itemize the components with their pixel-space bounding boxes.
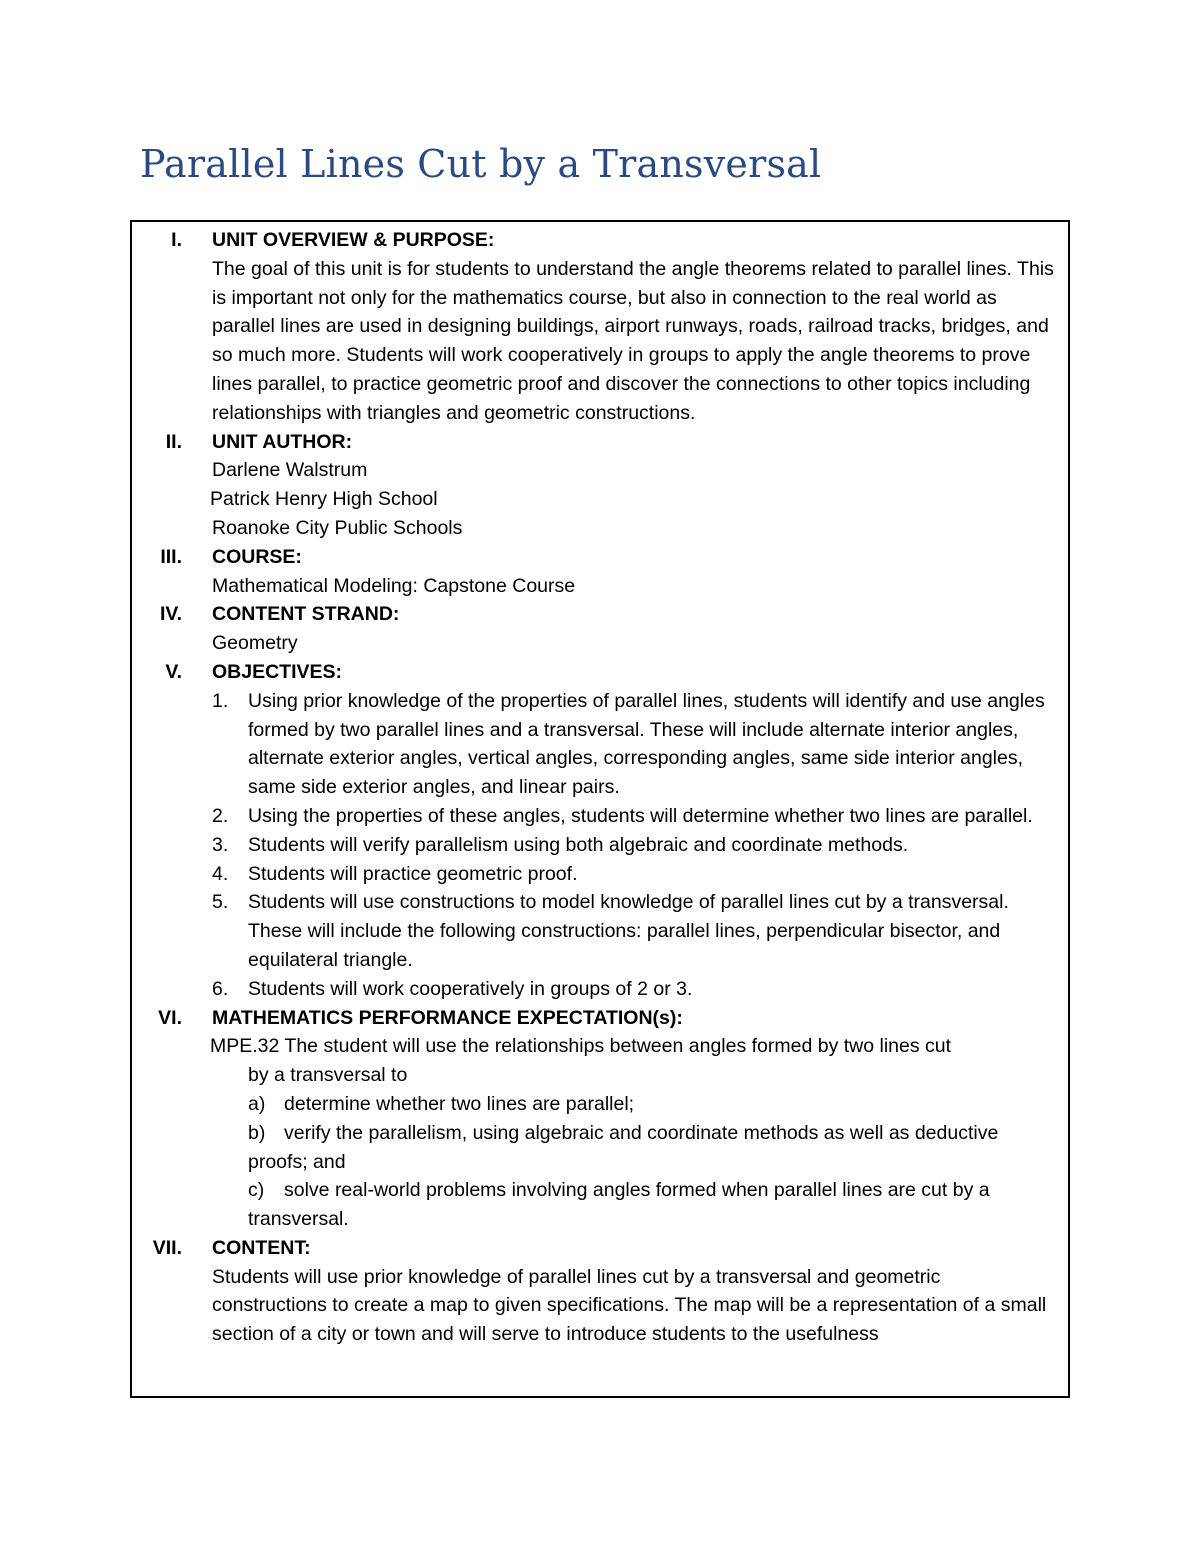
list-item <box>212 1119 1054 1177</box>
lesson-outline-box <box>130 220 1070 1398</box>
section-performance-expectations <box>132 1004 1068 1234</box>
list-item <box>212 687 1054 802</box>
section-body: The goal of this unit is for students to understand the angle theorems related to parallel lines. This is important not only for the mathematics course, but also in connection to the real world as parallel lines are used in designing buildings, airport runways, roads, railroad tracks, bridges, and so much more. Students will work cooperatively in groups to apply the angle theorems to prove lines parallel, to practice geometric proof and discover the connections to other topics including relationships with triangles and geometric constructions. <box>212 257 1054 424</box>
section-heading: UNIT OVERVIEW & PURPOSE: <box>212 229 495 251</box>
item-number: 5. <box>212 891 229 914</box>
item-number: 2. <box>212 804 229 827</box>
section-body: Mathematical Modeling: Capstone Course <box>212 574 576 597</box>
section-content <box>132 1234 1068 1349</box>
section-content-strand <box>132 600 1068 658</box>
item-number: 1. <box>212 689 229 712</box>
author-district: Roanoke City Public Schools <box>212 516 463 539</box>
list-item <box>212 831 1054 860</box>
author-school: Patrick Henry High School <box>210 488 438 511</box>
mpe-list <box>212 1090 1068 1234</box>
section-number: IV. <box>159 603 182 626</box>
section-heading: COURSE: <box>212 545 302 568</box>
section-number: II. <box>165 430 182 453</box>
item-text: Students will use constructions to model knowledge of parallel lines cut by a transversal. These will include the following constructions: parallel lines, perpendicular bisector, and equilateral triangle. <box>248 891 1009 971</box>
mpe-lead: MPE.32 The student will use the relationships between angles formed by two lines cut <box>210 1035 952 1058</box>
list-item <box>212 802 1054 831</box>
item-text: verify the parallelism, using algebraic and coordinate methods as well as deductive proofs; and <box>248 1121 999 1173</box>
section-number: VII. <box>152 1236 182 1259</box>
list-item <box>212 1176 1054 1234</box>
item-text: determine whether two lines are parallel; <box>284 1092 635 1115</box>
item-text: Using the properties of these angles, students will determine whether two lines are parallel. <box>248 804 1033 827</box>
section-objectives <box>132 658 1068 1004</box>
item-text: Students will work cooperatively in groups of 2 or 3. <box>248 977 693 1000</box>
list-item <box>212 888 1054 974</box>
item-number: 3. <box>212 833 229 856</box>
section-course <box>132 543 1068 601</box>
section-number: V. <box>165 660 182 683</box>
section-heading: OBJECTIVES: <box>212 660 343 683</box>
section-number: I. <box>171 229 182 251</box>
section-overview <box>132 226 1068 428</box>
section-heading: MATHEMATICS PERFORMANCE EXPECTATION(s): <box>212 1006 683 1029</box>
list-item <box>212 975 1054 1004</box>
section-number: III. <box>160 545 182 568</box>
section-body: Geometry <box>212 632 298 655</box>
section-number: VI. <box>158 1006 182 1029</box>
section-heading: CONTENT STRAND: <box>212 603 400 626</box>
item-number: 6. <box>212 977 229 1000</box>
item-letter: a) <box>248 1092 266 1115</box>
author-name: Darlene Walstrum <box>212 459 368 482</box>
item-number: 4. <box>212 862 229 885</box>
objectives-list <box>212 687 1068 1004</box>
section-heading: CONTENT: <box>212 1236 311 1259</box>
item-text: Using prior knowledge of the properties of parallel lines, students will identify and use angles formed by two parallel lines and a transversal. These will include alternate interior angles, alternate exterior angles, vertical angles, corresponding angles, same side interior angles, same side exterior angles, and linear pairs. <box>248 689 1045 799</box>
list-item <box>212 860 1054 889</box>
section-heading: UNIT AUTHOR: <box>212 430 353 453</box>
list-item <box>212 1090 1054 1119</box>
item-letter: b) <box>248 1121 266 1144</box>
section-author <box>132 428 1068 543</box>
item-letter: c) <box>248 1179 265 1202</box>
item-text: Students will verify parallelism using both algebraic and coordinate methods. <box>248 833 909 856</box>
item-text: Students will practice geometric proof. <box>248 862 578 885</box>
mpe-lead-continued: by a transversal to <box>248 1064 408 1087</box>
section-body: Students will use prior knowledge of parallel lines cut by a transversal and geometric constructions to create a map to given specifications. The map will be a representation of a small section of a city or town and will serve to introduce students to the usefulness <box>212 1265 1047 1346</box>
item-text: solve real-world problems involving angles formed when parallel lines are cut by a transversal. <box>248 1179 990 1231</box>
page-title: Parallel Lines Cut by a Transversal <box>140 142 822 186</box>
